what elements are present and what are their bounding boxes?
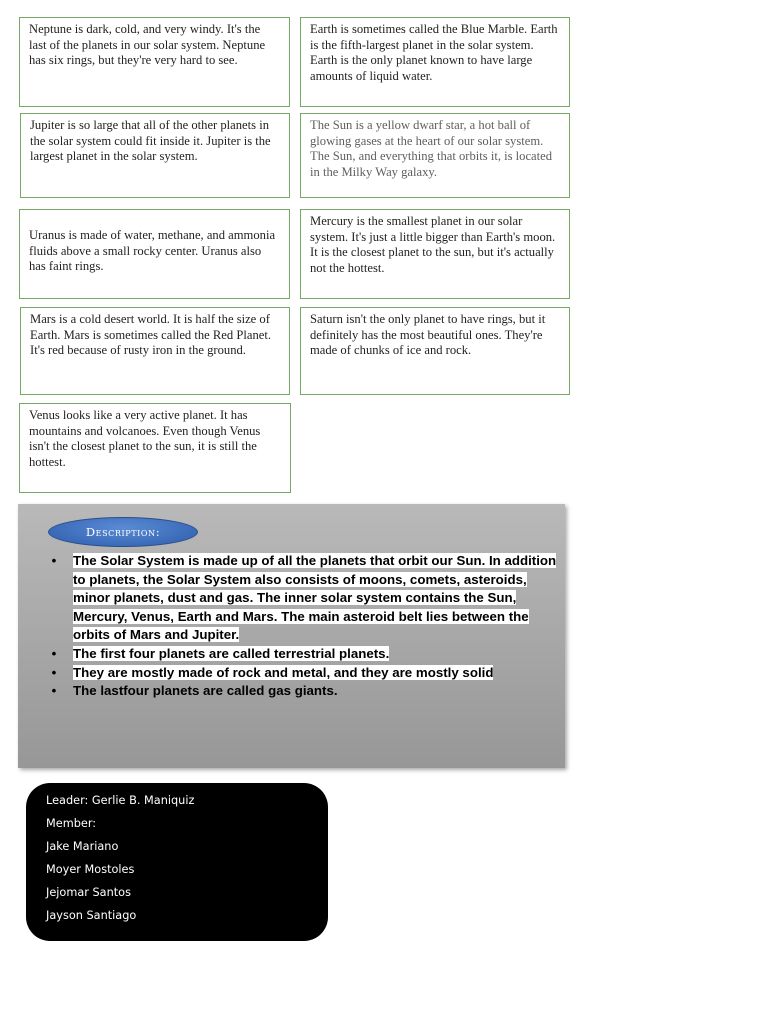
team-member-label: Member: bbox=[46, 817, 97, 830]
team-leader: Leader: Gerlie B. Maniquiz bbox=[46, 794, 195, 807]
description-item bbox=[48, 664, 558, 683]
description-panel bbox=[18, 504, 565, 768]
description-item-text: The Solar System is made up of all the planets that orbit our Sun. In addition to planets, the Solar System also consists of moons, comets, asteroids, minor planets, dust and gas. The inner solar system contains the Sun, Mercury, Venus, Earth and Mars. The main asteroid belt lies between the orbits of Mars and Jupiter. bbox=[73, 553, 557, 643]
description-item bbox=[48, 552, 558, 645]
description-label: Description: bbox=[48, 517, 198, 547]
card-sun-text: The Sun is a yellow dwarf star, a hot ball of glowing gases at the heart of our solar system. The Sun, and everything that orbits it, is located in the Milky Way galaxy. bbox=[310, 118, 553, 180]
card-mars bbox=[20, 307, 290, 395]
team-member: Moyer Mostoles bbox=[46, 863, 135, 876]
bullet-icon: • bbox=[51, 664, 57, 680]
description-item bbox=[48, 682, 558, 701]
card-venus-text: Venus looks like a very active planet. It has mountains and volcanoes. Even though Venus isn't the closest planet to the sun, it is still the hottest. bbox=[29, 408, 261, 470]
card-jupiter bbox=[20, 113, 290, 198]
description-item-text: The lastfour planets are called gas giants. bbox=[73, 683, 338, 699]
description-item-text: They are mostly made of rock and metal, and they are mostly solid bbox=[73, 664, 494, 680]
team-member: Jejomar Santos bbox=[46, 886, 131, 899]
card-mars-text: Mars is a cold desert world. It is half the size of Earth. Mars is sometimes called the Red Planet. It's red because of rusty iron in the ground. bbox=[30, 312, 271, 358]
card-saturn-text: Saturn isn't the only planet to have rings, but it definitely has the most beautiful ones. They're made of chunks of ice and rock. bbox=[310, 312, 546, 358]
team-member: Jake Mariano bbox=[46, 840, 119, 853]
team-box bbox=[26, 783, 328, 941]
card-uranus-text: Uranus is made of water, methane, and ammonia fluids above a small rocky center. Uranus also has faint rings. bbox=[29, 228, 276, 274]
card-neptune-text: Neptune is dark, cold, and very windy. It's the last of the planets in our solar system. Neptune has six rings, but they're very hard to see. bbox=[29, 22, 266, 68]
description-list bbox=[48, 552, 558, 701]
description-item-text: The first four planets are called terrestrial planets. bbox=[73, 645, 390, 661]
team-member: Jayson Santiago bbox=[46, 909, 137, 922]
description-item bbox=[48, 645, 558, 664]
card-sun bbox=[300, 113, 570, 198]
card-uranus bbox=[19, 209, 290, 299]
card-venus bbox=[19, 403, 291, 493]
card-earth-text: Earth is sometimes called the Blue Marble. Earth is the fifth-largest planet in the solar system. Earth is the only planet known to have large amounts of liquid water. bbox=[310, 22, 558, 84]
card-saturn bbox=[300, 307, 570, 395]
card-mercury-text: Mercury is the smallest planet in our solar system. It's just a little bigger than Earth's moon. It is the closest planet to the sun, but it's actually not the hottest. bbox=[310, 214, 556, 276]
card-jupiter-text: Jupiter is so large that all of the other planets in the solar system could fit inside it. Jupiter is the largest planet in the solar system. bbox=[30, 118, 271, 164]
card-neptune bbox=[19, 17, 290, 107]
bullet-icon: • bbox=[51, 645, 57, 661]
bullet-icon: • bbox=[51, 553, 57, 568]
card-earth bbox=[300, 17, 570, 107]
card-mercury bbox=[300, 209, 570, 299]
bullet-icon: • bbox=[51, 683, 57, 699]
